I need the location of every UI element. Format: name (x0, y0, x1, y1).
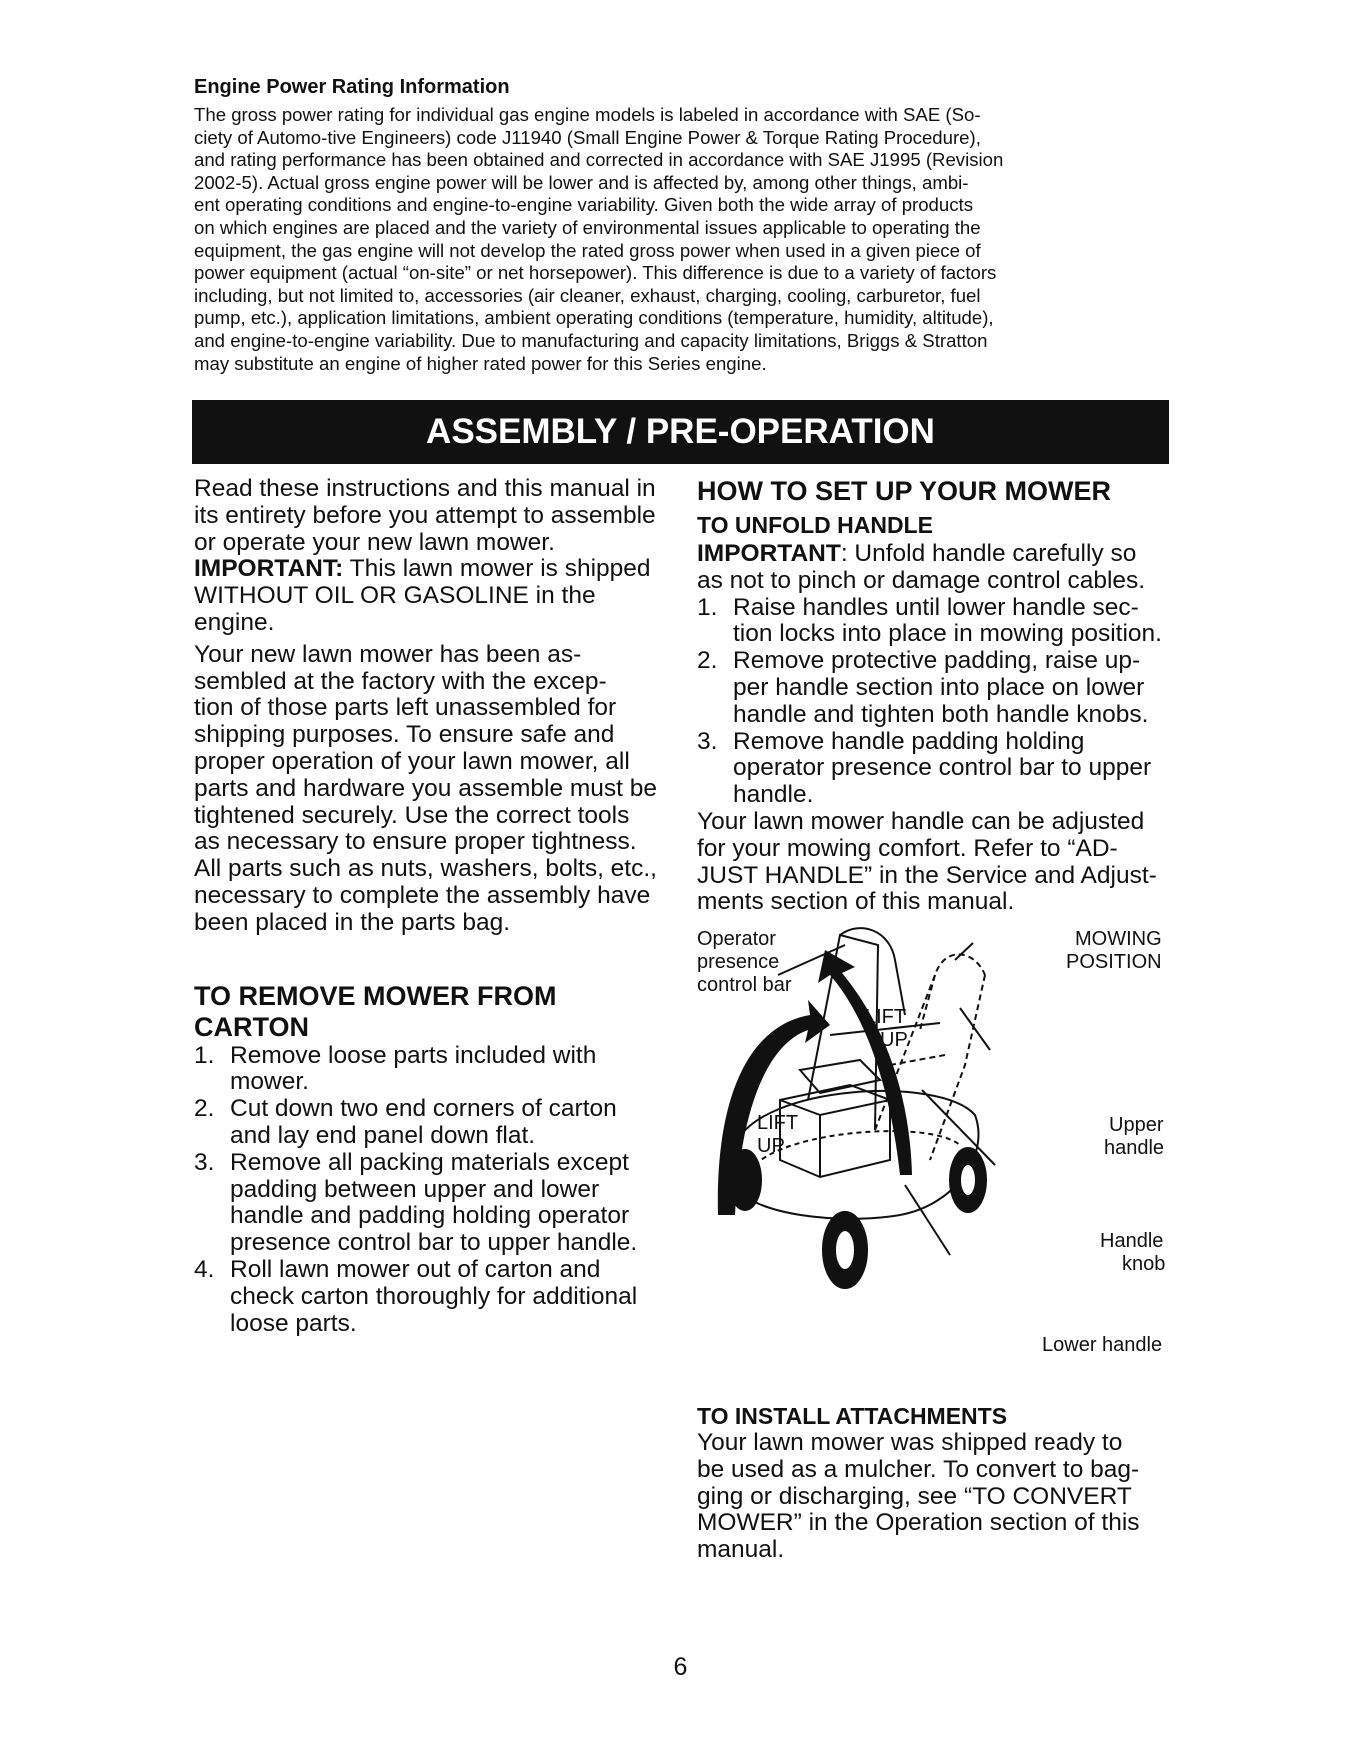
install-line: be used as a mulcher. To convert to bag- (697, 1455, 1140, 1483)
important-note (697, 541, 1177, 568)
lift-up-label-left: LIFT (757, 1112, 799, 1134)
remove-heading: TO REMOVE MOWER FROM (194, 980, 557, 1011)
lift-up-label-top: UP (880, 1029, 908, 1051)
para-line: parts and hardware you assemble must be (194, 774, 658, 802)
upper-handle-label: Upper (1109, 1114, 1164, 1136)
important-label: IMPORTANT: (194, 555, 344, 583)
handle-knob-label: Handle (1100, 1230, 1164, 1252)
step-text: check carton thoroughly for additional (230, 1282, 638, 1310)
lift-up-arrow-top (818, 950, 912, 1175)
step-number: 1. (697, 593, 718, 621)
para-line: been placed in the parts bag. (194, 908, 511, 936)
left-column (194, 476, 674, 1337)
step-text: padding between upper and lower (230, 1175, 600, 1203)
setup-heading: HOW TO SET UP YOUR MOWER (697, 476, 1112, 506)
step-text: handle and padding holding operator (230, 1202, 630, 1230)
engine-power-heading: Engine Power Rating Information (194, 76, 510, 98)
step-text: Remove loose parts included with (230, 1041, 597, 1069)
unfold-step (697, 648, 1177, 728)
step-text: loose parts. (230, 1309, 357, 1337)
intro-line: or operate your new lawn mower. (194, 528, 555, 556)
remove-heading: CARTON (194, 1011, 310, 1042)
remove-step (194, 1043, 674, 1097)
operator-label: control bar (697, 974, 792, 996)
step-number: 2. (194, 1095, 215, 1123)
important-text: : Unfold handle carefully so (840, 540, 1137, 567)
step-number: 2. (697, 647, 718, 675)
install-attachments-section (697, 1402, 1177, 1564)
install-line: manual. (697, 1536, 785, 1564)
step-number: 1. (194, 1041, 215, 1069)
para-line: Your new lawn mower has been as- (194, 640, 582, 668)
remove-step (194, 1257, 674, 1337)
adjust-line: ments section of this manual. (697, 888, 1015, 916)
important-line: engine. (194, 608, 275, 636)
adjust-line: JUST HANDLE” in the Service and Adjust- (697, 861, 1157, 889)
engine-power-line: and engine-to-engine variability. Due to manufacturing and capacity limitations, Briggs & Stratton (194, 329, 988, 351)
step-text: Cut down two end corners of carton (230, 1095, 617, 1123)
para-line: sembled at the factory with the excep- (194, 667, 607, 695)
engine-power-line: 2002-5). Actual gross engine power will be lower and is affected by, among other things, ambi- (194, 171, 969, 193)
para-line: tightened securely. Use the correct tools (194, 801, 630, 829)
engine-power-line: power equipment (actual “on-site” or net horsepower). This difference is due to a variety of factors (194, 262, 997, 284)
step-number: 3. (697, 727, 718, 755)
engine-power-text (194, 104, 1003, 375)
engine-power-line: ent operating conditions and engine-to-engine variability. Given both the wide array of products (194, 194, 974, 216)
step-text: operator presence control bar to upper (733, 754, 1152, 782)
engine-power-line: may substitute an engine of higher rated power for this Series engine. (194, 352, 767, 374)
important-label: IMPORTANT (697, 540, 841, 567)
handle-knob-label: knob (1122, 1253, 1166, 1275)
engine-power-line: on which engines are placed and the variety of environmental issues applicable to operating the (194, 216, 981, 238)
install-line: MOWER” in the Operation section of this (697, 1509, 1140, 1537)
mowing-position-label: POSITION (1066, 951, 1162, 973)
engine-power-line: ciety of Automo-tive Engineers) code J11940 (Small Engine Power & Torque Rating Procedure), (194, 126, 981, 148)
lift-up-arrow-left (718, 1000, 830, 1215)
engine-power-line: and rating performance has been obtained and corrected in accordance with SAE J1995 (Revision (194, 149, 1004, 171)
step-text: presence control bar to upper handle. (230, 1229, 638, 1257)
step-text: handle and tighten both handle knobs. (733, 700, 1149, 728)
lift-up-label-top: LIFT (865, 1006, 907, 1028)
step-text: Remove protective padding, raise up- (733, 647, 1141, 675)
step-text: tion locks into place in mowing position. (733, 620, 1162, 648)
step-text: Roll lawn mower out of carton and (230, 1255, 601, 1283)
important-line: as not to pinch or damage control cables. (697, 566, 1146, 594)
para-line: as necessary to ensure proper tightness. (194, 828, 637, 856)
page-number: 6 (673, 1653, 688, 1681)
operator-label: presence (697, 951, 780, 973)
step-text: Remove handle padding holding (733, 727, 1085, 755)
install-heading: TO INSTALL ATTACHMENTS (697, 1403, 1008, 1429)
adjust-line: Your lawn mower handle can be adjusted (697, 807, 1145, 835)
install-line: Your lawn mower was shipped ready to (697, 1429, 1123, 1456)
para-line: shipping purposes. To ensure safe and (194, 721, 615, 749)
unfold-step (697, 729, 1177, 809)
lift-up-label-left: UP (757, 1135, 785, 1157)
intro-line: Read these instructions and this manual in (194, 475, 656, 502)
engine-power-line: pump, etc.), application limitations, ambient operating conditions (temperature, humidity, altitude), (194, 307, 994, 329)
mowing-position-label: MOWING (1075, 928, 1162, 950)
unfold-heading: TO UNFOLD HANDLE (697, 512, 933, 538)
section-banner: ASSEMBLY / PRE-OPERATION (192, 400, 1169, 464)
remove-step (194, 1150, 674, 1257)
step-number: 3. (194, 1148, 215, 1176)
upper-handle-leader-line (960, 1008, 990, 1050)
unfold-step (697, 595, 1177, 649)
engine-power-line: The gross power rating for individual gas engine models is labeled in accordance with SAE (So- (194, 104, 981, 125)
important-line: WITHOUT OIL OR GASOLINE in the (194, 582, 596, 610)
install-line: ging or discharging, see “TO CONVERT (697, 1482, 1132, 1510)
step-text: handle. (733, 781, 814, 809)
engine-power-line: equipment, the gas engine will not develop the rated gross power when used in a given piece of (194, 239, 981, 261)
important-note (194, 556, 674, 583)
para-line: necessary to complete the assembly have (194, 881, 651, 909)
right-column (697, 476, 1177, 916)
important-text: This lawn mower is shipped (343, 555, 651, 583)
step-text: Raise handles until lower handle sec- (733, 593, 1139, 621)
para-line: proper operation of your lawn mower, all (194, 747, 630, 775)
remove-step (194, 1096, 674, 1150)
mower-wheels (729, 1148, 986, 1288)
step-number: 4. (194, 1255, 215, 1283)
step-text: Remove all packing materials except (230, 1148, 629, 1176)
para-line: All parts such as nuts, washers, bolts, etc., (194, 855, 657, 883)
step-text: and lay end panel down flat. (230, 1121, 536, 1149)
adjust-line: for your mowing comfort. Refer to “AD- (697, 834, 1118, 862)
step-text: per handle section into place on lower (733, 673, 1145, 701)
operator-label: Operator (697, 928, 776, 950)
intro-line: its entirety before you attempt to assemble (194, 501, 656, 529)
engine-power-line: including, but not limited to, accessories (air cleaner, exhaust, charging, cooling, carburetor, fuel (194, 284, 981, 306)
step-text: mower. (230, 1068, 309, 1096)
upper-handle-label: handle (1104, 1137, 1165, 1159)
para-line: tion of those parts left unassembled for (194, 694, 617, 722)
lower-handle-label: Lower handle (1042, 1334, 1163, 1356)
